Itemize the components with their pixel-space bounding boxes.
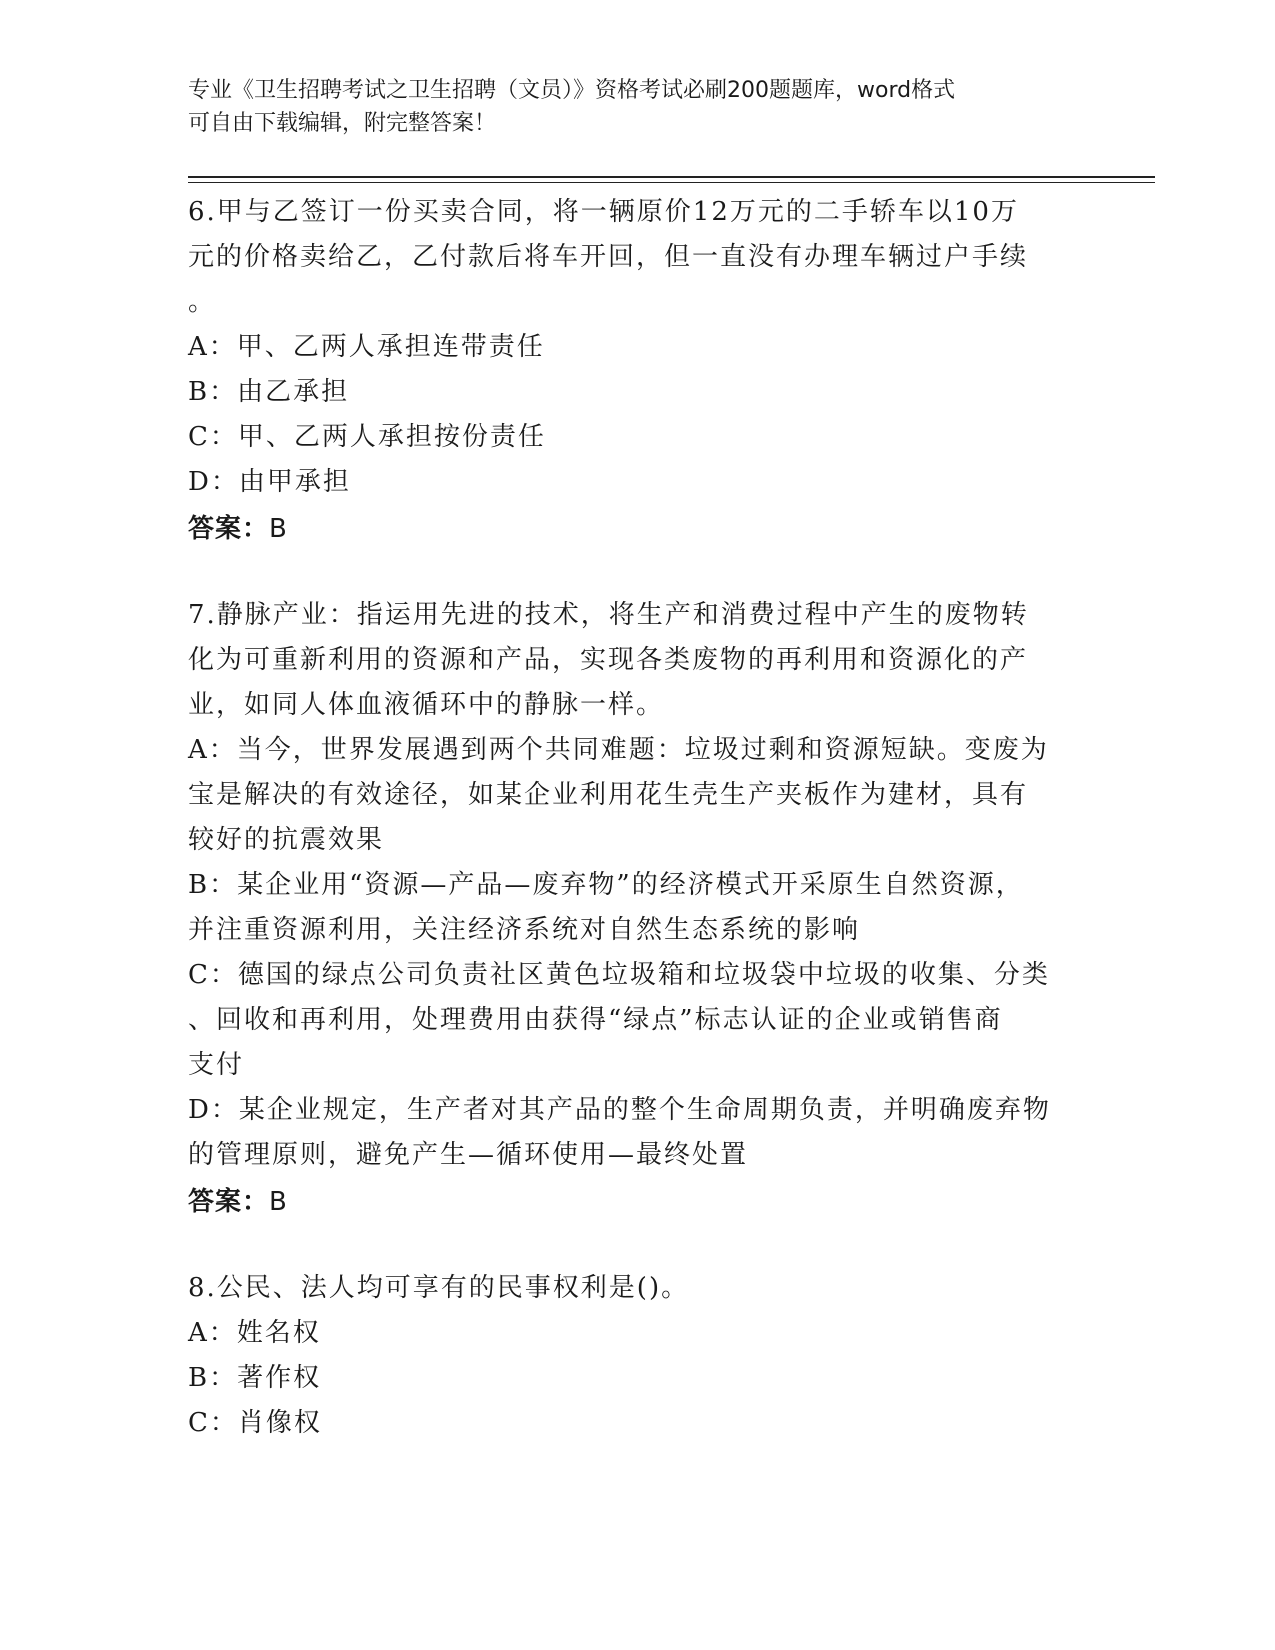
question-stem-line: 7.静脉产业：指运用先进的技术，将生产和消费过程中产生的废物转 [188,600,1029,630]
header-line-1: 专业《卫生招聘考试之卫生招聘（文员）》资格考试必刷200题题库，word格式 [188,78,956,103]
option-a: A：姓名权 [188,1318,321,1348]
answer-label: 答案： [188,514,270,544]
document-header [188,74,1088,140]
question-stem-line: 业，如同人体血液循环中的静脉一样。 [188,690,665,720]
question-stem-line: 6.甲与乙签订一份买卖合同，将一辆原价12万元的二手轿车以10万 [188,197,1019,227]
option-a-cont: 较好的抗震效果 [188,825,385,855]
option-d: D：某企业规定，生产者对其产品的整个生命周期负责，并明确废弃物 [188,1095,1051,1125]
question-gap [188,553,1068,593]
question-8 [188,1266,1068,1446]
question-list [188,190,1068,1446]
answer-value: B [269,1187,288,1217]
question-6 [188,190,1068,553]
question-stem-line: 化为可重新利用的资源和产品，实现各类废物的再利用和资源化的产 [188,645,1029,675]
option-b-cont: 并注重资源利用，关注经济系统对自然生态系统的影响 [188,915,861,945]
option-b: B：著作权 [188,1363,322,1393]
option-c: C：肖像权 [188,1408,322,1438]
answer-line [188,505,1068,553]
option-c: C：德国的绿点公司负责社区黄色垃圾箱和垃圾袋中垃圾的收集、分类 [188,960,1050,990]
option-d-cont: 的管理原则，避免产生—循环使用—最终处置 [188,1140,749,1170]
answer-line [188,1178,1068,1226]
option-c: C：甲、乙两人承担按份责任 [188,422,546,452]
header-rule-bottom [188,182,1155,183]
option-c-cont: 支付 [188,1050,245,1080]
option-b: B：某企业用“资源—产品—废弃物”的经济模式开采原生自然资源， [188,870,1024,900]
question-stem-line: 8.公民、法人均可享有的民事权利是()。 [188,1273,690,1303]
header-rule-top [188,176,1155,178]
option-a: A：甲、乙两人承担连带责任 [188,332,545,362]
question-stem-line: 。 [188,287,217,317]
question-7 [188,593,1068,1226]
header-line-2: 可自由下载编辑，附完整答案！ [188,111,497,136]
option-a: A：当今，世界发展遇到两个共同难题：垃圾过剩和资源短缺。变废为 [188,735,1049,765]
option-d: D：由甲承担 [188,467,351,497]
option-b: B：由乙承担 [188,377,350,407]
question-gap [188,1226,1068,1266]
option-a-cont: 宝是解决的有效途径，如某企业利用花生壳生产夹板作为建材，具有 [188,780,1029,810]
answer-label: 答案： [188,1187,270,1217]
option-c-cont: 、回收和再利用，处理费用由获得“绿点”标志认证的企业或销售商 [188,1005,1003,1035]
answer-value: B [269,514,288,544]
question-stem-line: 元的价格卖给乙，乙付款后将车开回，但一直没有办理车辆过户手续 [188,242,1029,272]
